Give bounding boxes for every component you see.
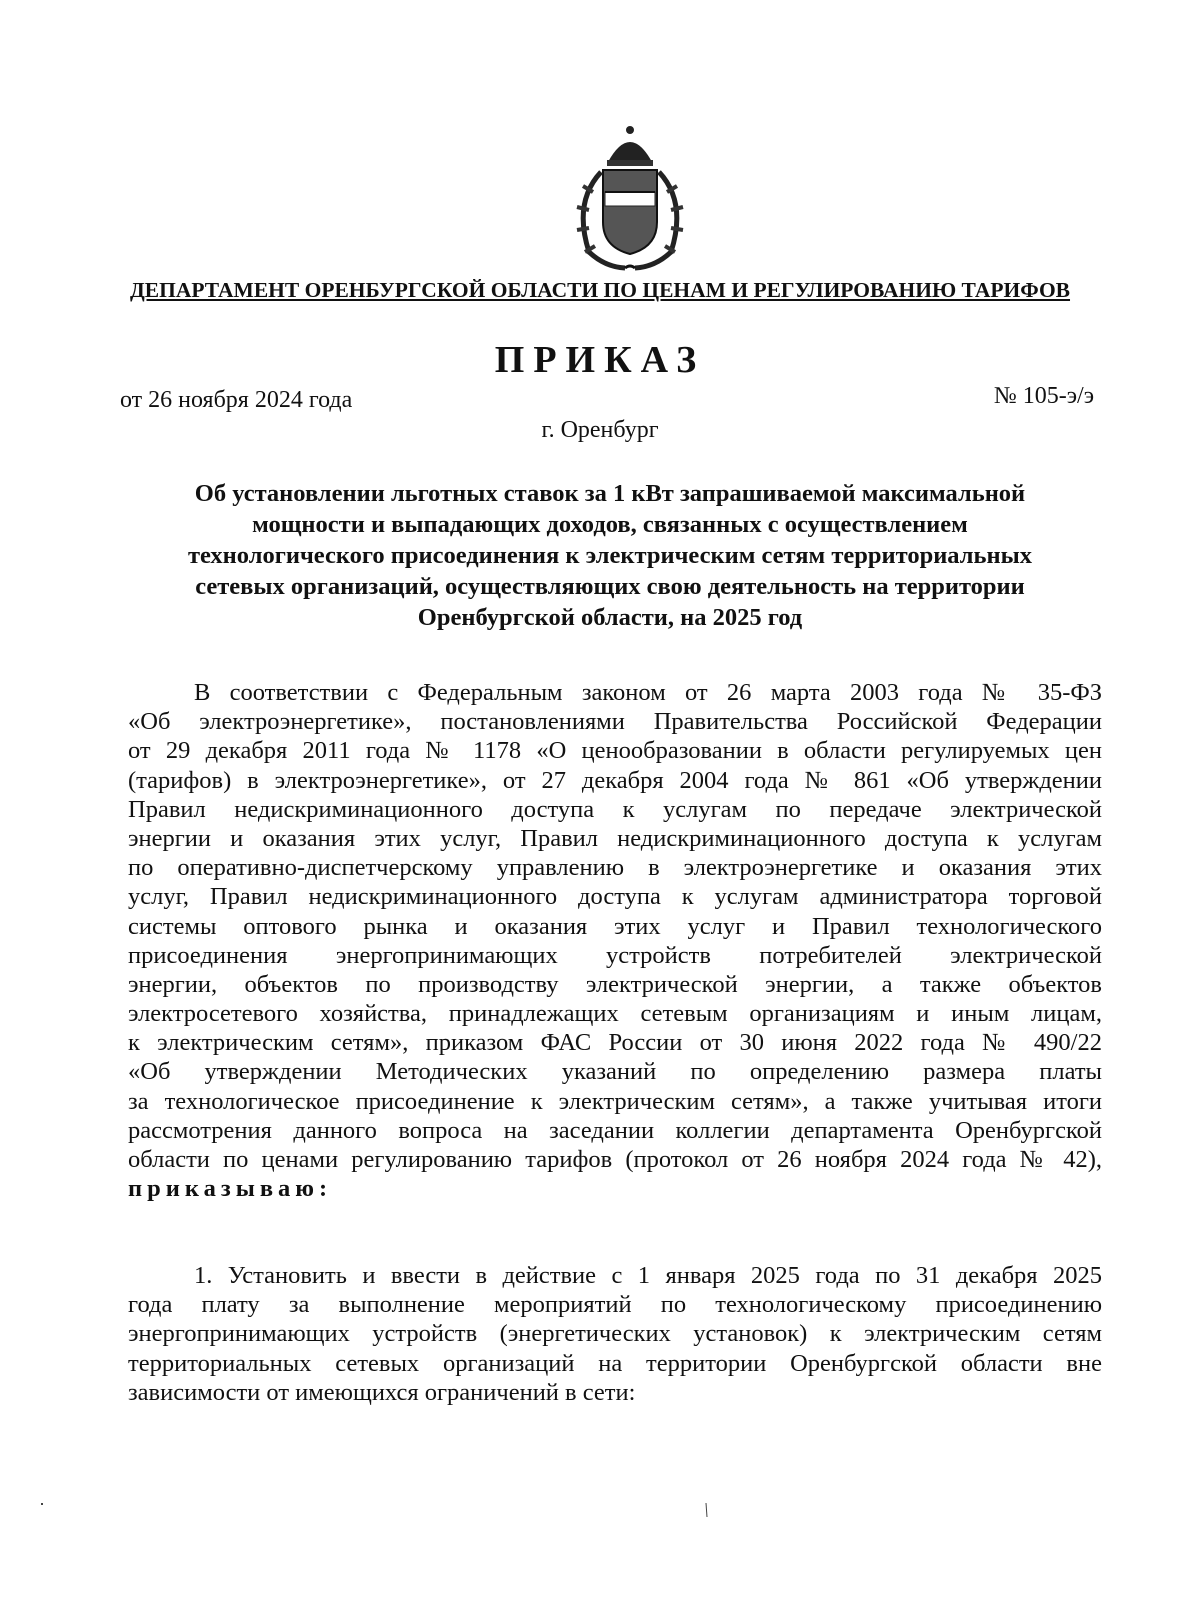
preamble-line: энергии и оказания этих услуг, Правил недискриминационного доступа к услугам bbox=[128, 824, 1102, 852]
preamble-paragraph bbox=[128, 678, 1102, 1203]
item-1-paragraph bbox=[128, 1261, 1102, 1407]
order-heading bbox=[120, 478, 1100, 633]
heading-line: Оренбургской области, на 2025 год bbox=[417, 604, 803, 631]
preamble-line: электросетевого хозяйства, принадлежащих сетевым организациям и иным лицам, bbox=[128, 1000, 1102, 1028]
heading-line: технологического присоединения к электрическим сетям территориальных bbox=[188, 542, 1032, 569]
item-1-line: года плату за выполнение мероприятий по технологическому присоединению bbox=[128, 1291, 1102, 1319]
preamble-line: по оперативно-диспетчерскому управлению в электроэнергетике и оказания этих bbox=[128, 854, 1102, 882]
heading-line: Об установлении льготных ставок за 1 кВт запрашиваемой максимальной bbox=[194, 480, 1026, 507]
document-type-title: ПРИКАЗ bbox=[494, 339, 706, 381]
scan-mark bbox=[705, 1503, 708, 1517]
preamble-line: «Об утверждении Методических указаний по определению размера платы bbox=[128, 1058, 1102, 1086]
preamble-line: (тарифов) в электроэнергетике», от 27 декабря 2004 года № 861 «Об утверждении bbox=[128, 766, 1102, 794]
preamble-line: В соответствии с Федеральным законом от 26 марта 2003 года № 35-ФЗ bbox=[194, 679, 1102, 706]
preamble-line: области по ценами регулированию тарифов (протокол от 26 ноября 2024 года № 42), bbox=[128, 1146, 1102, 1173]
preamble-line: энергии, объектов по производству электрической энергии, а также объектов bbox=[128, 970, 1102, 998]
city: г. Оренбург bbox=[541, 417, 659, 443]
preamble-line: к электрическим сетям», приказом ФАС России от 30 июня 2022 года № 490/22 bbox=[128, 1029, 1102, 1057]
preamble-line: Правил недискриминационного доступа к услугам по передаче электрической bbox=[128, 795, 1102, 823]
item-1-line: 1. Установить и ввести в действие с 1 января 2025 года по 31 декабря 2025 bbox=[194, 1262, 1102, 1289]
scan-dot bbox=[41, 1503, 43, 1505]
directive-word: приказываю: bbox=[128, 1175, 333, 1203]
preamble-line: от 29 декабря 2011 года № 1178 «О ценообразовании в области регулируемых цен bbox=[128, 737, 1102, 765]
preamble-line: рассмотрения данного вопроса на заседании коллегии департамента Оренбургской bbox=[128, 1116, 1102, 1144]
preamble-line: «Об электроэнергетике», постановлениями Правительства Российской Федерации bbox=[128, 708, 1102, 736]
order-date: от 26 ноября 2024 года bbox=[120, 387, 353, 413]
item-1-line: территориальных сетевых организаций на территории Оренбургской области вне bbox=[128, 1349, 1102, 1377]
heading-line: сетевых организаций, осуществляющих свою деятельность на территории bbox=[195, 573, 1025, 600]
preamble-line: присоединения энергопринимающих устройств потребителей электрической bbox=[128, 941, 1102, 969]
order-number: № 105-э/э bbox=[993, 383, 1094, 409]
preamble-line: за технологическое присоединение к электрическим сетям», а также учитывая итоги bbox=[128, 1087, 1102, 1115]
preamble-line: системы оптового рынка и оказания этих услуг и Правил технологического bbox=[128, 912, 1102, 940]
heading-line: мощности и выпадающих доходов, связанных с осуществлением bbox=[252, 511, 968, 538]
preamble-line: услуг, Правил недискриминационного доступа к услугам администратора торговой bbox=[128, 883, 1102, 911]
item-1-line: зависимости от имеющихся ограничений в сети: bbox=[128, 1378, 636, 1406]
coat-of-arms-emblem bbox=[565, 122, 695, 272]
item-1-line: энергопринимающих устройств (энергетических установок) к электрическим сетям bbox=[128, 1320, 1102, 1348]
department-name: ДЕПАРТАМЕНТ ОРЕНБУРГСКОЙ ОБЛАСТИ ПО ЦЕНАМ И РЕГУЛИРОВАНИЮ ТАРИФОВ bbox=[129, 278, 1071, 302]
